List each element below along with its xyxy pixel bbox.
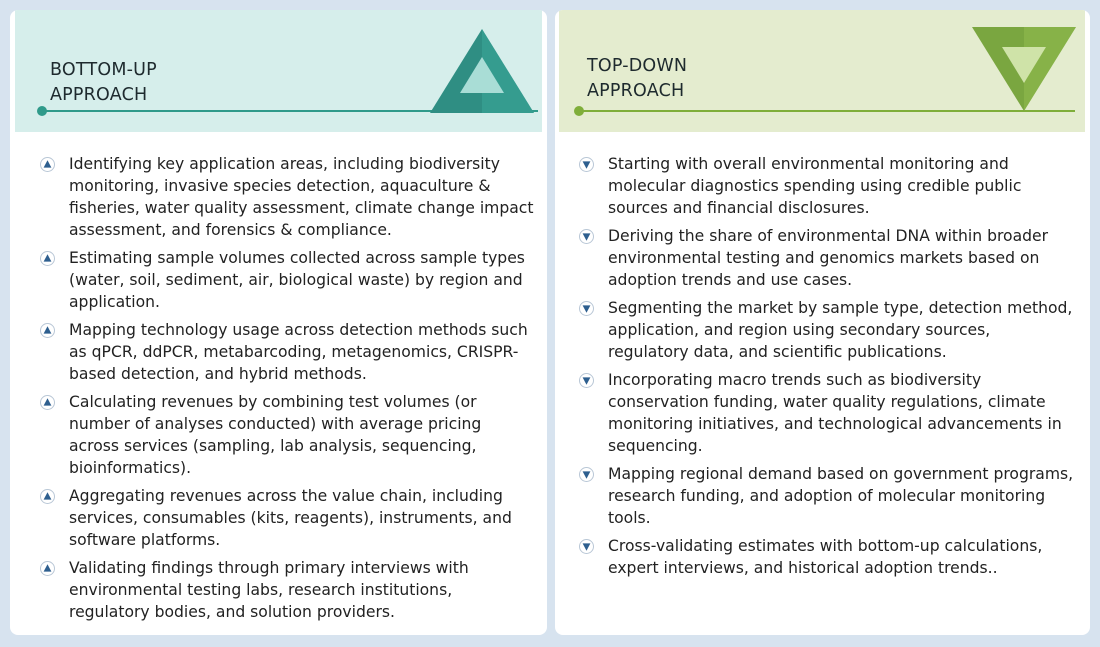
list-item-text: Starting with overall environmental monitoring and molecular diagnostics spending using credible public sources and financial disclosures. (608, 155, 1022, 217)
top-down-title: TOP-DOWN APPROACH (587, 56, 688, 101)
list-item-text: Cross-validating estimates with bottom-up calculations, expert interviews, and historical adoption trends.. (608, 537, 1043, 577)
list-item (579, 153, 1074, 219)
list-item-text: Validating findings through primary interviews with environmental testing labs, research institutions, regulatory bodies, and solution providers. (69, 559, 469, 621)
list-item (579, 225, 1074, 291)
list-item-text: Incorporating macro trends such as biodiversity conservation funding, water quality regulations, climate monitoring initiatives, and technological advancements in sequencing. (608, 371, 1062, 455)
list-item-text: Estimating sample volumes collected across sample types (water, soil, sediment, air, biological waste) by region and application. (69, 249, 525, 311)
list-item-text: Identifying key application areas, including biodiversity monitoring, invasive species detection, aquaculture & fisheries, water quality assessment, climate change impact assessment, and forensics & compliance. (69, 155, 534, 239)
top-down-panel (555, 10, 1090, 635)
list-item (579, 369, 1074, 457)
up-triangle-bullet-icon (40, 561, 55, 576)
list-item (579, 463, 1074, 529)
up-triangle-icon (430, 29, 534, 113)
up-triangle-bullet-icon (40, 395, 55, 410)
list-item (40, 247, 535, 313)
list-item (579, 297, 1074, 363)
list-item-text: Calculating revenues by combining test volumes (or number of analyses conducted) with average pricing across services (sampling, lab analysis, sequencing, bioinformatics). (69, 393, 482, 477)
down-triangle-bullet-icon (579, 157, 594, 172)
list-item (40, 557, 535, 623)
down-triangle-bullet-icon (579, 467, 594, 482)
list-item-text: Mapping regional demand based on government programs, research funding, and adoption of molecular monitoring tools. (608, 465, 1074, 527)
down-triangle-bullet-icon (579, 539, 594, 554)
list-item-text: Deriving the share of environmental DNA within broader environmental testing and genomics markets based on adoption trends and use cases. (608, 227, 1049, 289)
bottom-up-header (15, 10, 542, 132)
top-down-list (579, 153, 1074, 585)
bottom-up-title: BOTTOM-UP APPROACH (50, 60, 157, 105)
bottom-up-panel (10, 10, 547, 635)
list-item (40, 485, 535, 551)
list-item (40, 153, 535, 241)
list-item-text: Mapping technology usage across detection methods such as qPCR, ddPCR, metabarcoding, metagenomics, CRISPR-based detection, and hybrid methods. (69, 321, 528, 383)
list-item (40, 319, 535, 385)
down-triangle-bullet-icon (579, 229, 594, 244)
up-triangle-bullet-icon (40, 489, 55, 504)
list-item-text: Segmenting the market by sample type, detection method, application, and region using secondary sources, regulatory data, and scientific publications. (608, 299, 1073, 361)
up-triangle-bullet-icon (40, 323, 55, 338)
up-triangle-bullet-icon (40, 157, 55, 172)
down-triangle-bullet-icon (579, 301, 594, 316)
up-triangle-bullet-icon (40, 251, 55, 266)
down-triangle-icon (972, 27, 1076, 111)
list-item (40, 391, 535, 479)
bottom-up-list (40, 153, 535, 629)
list-item-text: Aggregating revenues across the value chain, including services, consumables (kits, reagents), instruments, and software platforms. (69, 487, 512, 549)
list-item (579, 535, 1074, 579)
down-triangle-bullet-icon (579, 373, 594, 388)
top-down-header (559, 10, 1085, 132)
